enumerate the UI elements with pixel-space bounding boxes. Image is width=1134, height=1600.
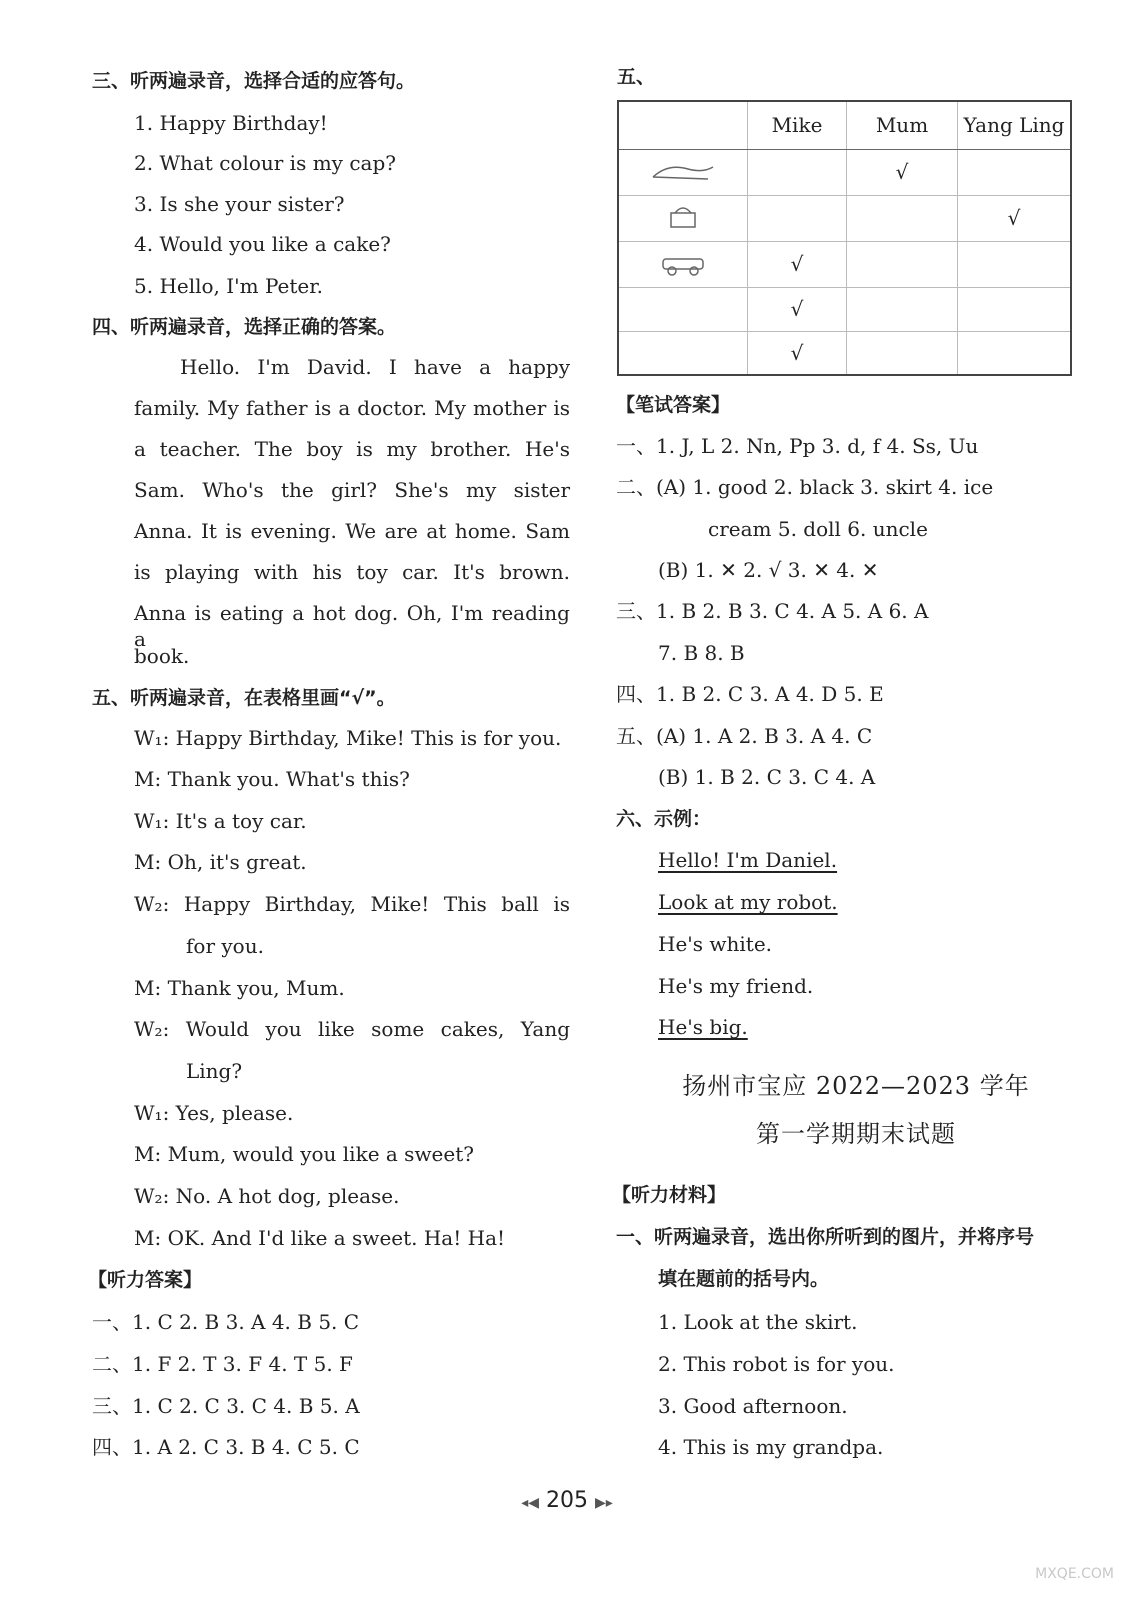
page-footer [0, 1488, 1134, 1513]
table-header-yang-ling: Yang Ling [958, 101, 1072, 149]
dialogue-line: W₁: It's a toy car. [134, 809, 307, 833]
table-cell [847, 195, 958, 241]
passage-line: family. My father is a doctor. My mother is [134, 396, 570, 420]
dialogue-line: W₁: Yes, please. [134, 1101, 294, 1125]
table-header-mum: Mum [847, 101, 958, 149]
cake-picture [618, 195, 748, 241]
answer-table [617, 100, 1072, 376]
shoe-picture [618, 149, 748, 195]
written-row: (B) 1. ✕ 2. √ 3. ✕ 4. ✕ [658, 558, 879, 582]
next-arrow-icon: ▶▸ [595, 1495, 613, 1511]
table-cell [958, 241, 1072, 287]
table-cell [847, 241, 958, 287]
dialogue-line: M: Mum, would you like a sweet? [134, 1142, 474, 1166]
answer-row: 二、1. F 2. T 3. F 4. T 5. F [92, 1352, 353, 1376]
table-cell [748, 195, 847, 241]
dialogue-line: W₁: Happy Birthday, Mike! This is for you. [134, 726, 562, 750]
passage-line: Hello. I'm David. I have a happy [180, 355, 570, 379]
table-cell [958, 331, 1072, 375]
table-header-mike: Mike [748, 101, 847, 149]
passage-line: book. [134, 644, 190, 668]
table-header-empty [618, 101, 748, 149]
shoe-icon [648, 155, 718, 185]
s3-item-1: 1. Happy Birthday! [134, 111, 328, 135]
passage-line: is playing with his toy car. It's brown. [134, 560, 570, 584]
example-line: Hello! I'm Daniel. [658, 848, 838, 872]
table-cell: √ [748, 241, 847, 287]
passage-line: Sam. Who's the girl? She's my sister [134, 478, 570, 502]
s3-item-4: 4. Would you like a cake? [134, 232, 391, 256]
table-cell [847, 331, 958, 375]
toy-car-picture [618, 241, 748, 287]
listening-material-title: 【听力材料】 [612, 1184, 727, 1206]
s3-item-5: 5. Hello, I'm Peter. [134, 274, 323, 298]
listening-answers-title: 【听力答案】 [88, 1269, 203, 1291]
written-row: cream 5. doll 6. uncle [708, 517, 928, 541]
table-cell [748, 149, 847, 195]
s3-item-2: 2. What colour is my cap? [134, 151, 396, 175]
exam-title-line-2: 第一学期期末试题 [756, 1120, 956, 1148]
material-item: 4. This is my grandpa. [658, 1435, 884, 1459]
table-cell [618, 287, 748, 331]
cake-icon [663, 199, 703, 233]
table-cell [847, 287, 958, 331]
exam-title-line-1: 扬州市宝应 2022—2023 学年 [682, 1072, 1030, 1100]
dialogue-line: W₂: Happy Birthday, Mike! This ball is [134, 892, 570, 916]
answer-row: 四、1. A 2. C 3. B 4. C 5. C [92, 1435, 360, 1459]
material-item: 2. This robot is for you. [658, 1352, 895, 1376]
dialogue-line: M: OK. And I'd like a sweet. Ha! Ha! [134, 1226, 506, 1250]
section-6-title: 六、示例： [616, 808, 712, 830]
dialogue-line: M: Thank you, Mum. [134, 976, 345, 1000]
prev-arrow-icon: ◂◀ [521, 1495, 539, 1511]
written-row: 二、(A) 1. good 2. black 3. skirt 4. ice [616, 475, 994, 499]
dialogue-line: W₂: No. A hot dog, please. [134, 1184, 400, 1208]
dialogue-line: Ling? [186, 1059, 243, 1083]
table-cell: √ [958, 195, 1072, 241]
watermark: MXQE.COM [1035, 1566, 1114, 1582]
written-row: 五、(A) 1. A 2. B 3. A 4. C [616, 724, 873, 748]
passage-line: Anna is eating a hot dog. Oh, I'm reading a [134, 601, 570, 651]
page-number: 205 [546, 1488, 588, 1513]
passage-line: a teacher. The boy is my brother. He's [134, 437, 570, 461]
material-item: 3. Good afternoon. [658, 1394, 848, 1418]
passage-line: Anna. It is evening. We are at home. Sam [134, 519, 570, 543]
dialogue-line: for you. [186, 934, 264, 958]
dialogue-line: M: Oh, it's great. [134, 850, 307, 874]
table-cell [958, 149, 1072, 195]
material-item: 1. Look at the skirt. [658, 1310, 858, 1334]
written-row: 7. B 8. B [658, 641, 745, 665]
table-cell: √ [748, 287, 847, 331]
s3-item-3: 3. Is she your sister? [134, 192, 345, 216]
section-3-title: 三、听两遍录音，选择合适的应答句。 [92, 70, 416, 92]
table-cell: √ [748, 331, 847, 375]
dialogue-line: W₂: Would you like some cakes, Yang [134, 1017, 570, 1041]
written-row: 三、1. B 2. B 3. C 4. A 5. A 6. A [616, 599, 929, 623]
material-section-1-title-cont: 填在题前的括号内。 [658, 1268, 830, 1290]
written-row: 四、1. B 2. C 3. A 4. D 5. E [616, 682, 884, 706]
material-section-1-title: 一、听两遍录音，选出你所听到的图片，并将序号 [616, 1226, 1035, 1248]
table-cell [958, 287, 1072, 331]
section-4-title: 四、听两遍录音，选择正确的答案。 [92, 316, 397, 338]
car-icon [658, 247, 708, 277]
section-5-label: 五、 [617, 66, 656, 88]
section-5-title: 五、听两遍录音，在表格里画“√”。 [92, 687, 396, 709]
example-line: Look at my robot. [658, 890, 838, 914]
table-cell: √ [847, 149, 958, 195]
example-line: He's big. [658, 1015, 748, 1039]
answer-row: 一、1. C 2. B 3. A 4. B 5. C [92, 1310, 360, 1334]
written-answers-title: 【笔试答案】 [616, 394, 731, 416]
written-row: 一、1. J, L 2. Nn, Pp 3. d, f 4. Ss, Uu [616, 434, 979, 458]
dialogue-line: M: Thank you. What's this? [134, 767, 410, 791]
example-line: He's white. [658, 932, 773, 956]
table-cell [618, 331, 748, 375]
written-row: (B) 1. B 2. C 3. C 4. A [658, 765, 876, 789]
answer-row: 三、1. C 2. C 3. C 4. B 5. A [92, 1394, 360, 1418]
example-line: He's my friend. [658, 974, 814, 998]
